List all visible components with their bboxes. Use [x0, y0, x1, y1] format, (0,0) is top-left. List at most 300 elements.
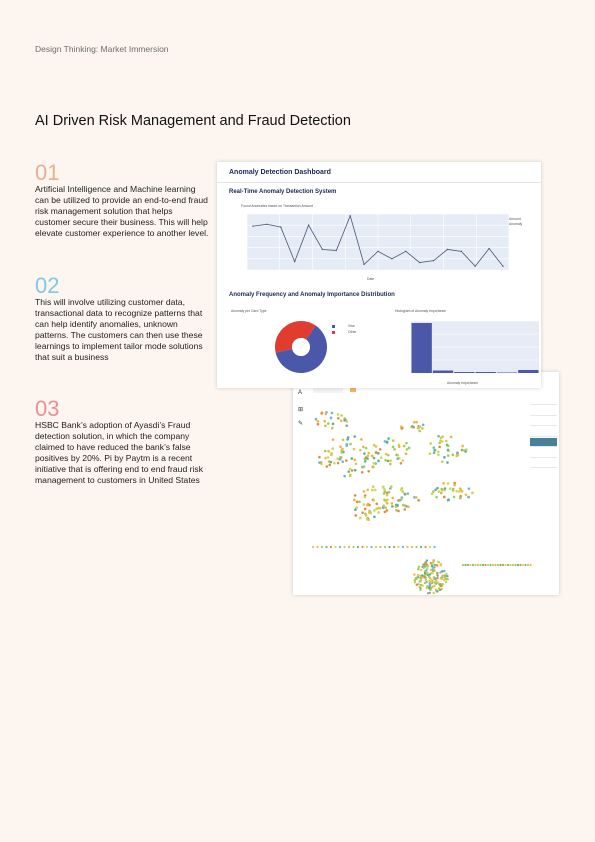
graph-node	[377, 507, 380, 510]
graph-node	[373, 462, 376, 465]
graph-node	[459, 497, 462, 500]
graph-node	[423, 567, 425, 569]
graph-node	[331, 427, 334, 430]
graph-node	[417, 568, 419, 570]
graph-node	[427, 592, 429, 594]
graph-node	[441, 576, 443, 578]
graph-node	[431, 572, 433, 574]
histogram-bar	[454, 372, 474, 373]
graph-node	[472, 564, 474, 566]
graph-node	[392, 446, 395, 449]
graph-node	[363, 452, 366, 455]
graph-node	[453, 496, 456, 499]
histogram-bar	[433, 371, 453, 374]
graph-node	[330, 546, 332, 548]
graph-node	[437, 450, 440, 453]
graph-node	[366, 489, 369, 492]
graph-node	[389, 463, 392, 466]
graph-node	[342, 438, 345, 441]
graph-node	[445, 440, 448, 443]
graph-node	[365, 447, 368, 450]
line-chart-title: Found Anomalies based on Transaction Amount	[241, 204, 314, 208]
graph-node	[411, 546, 413, 548]
graph-node	[324, 413, 327, 416]
section-text: Artificial Intelligence and Machine learning can be utilized to provide an end-to-end fraud risk management solution that helps customer secure their business. This will help elevate customer experience to another level.	[35, 184, 209, 239]
data-point	[447, 249, 448, 250]
histogram-xlabel: Anomaly Importance	[447, 381, 479, 385]
graph-node	[363, 490, 366, 493]
graph-node	[332, 438, 335, 441]
graph-node	[424, 546, 426, 548]
graph-node	[424, 582, 426, 584]
graph-node	[467, 496, 470, 499]
data-point	[433, 260, 434, 261]
graph-node	[434, 488, 437, 491]
histogram-bar	[518, 370, 538, 373]
graph-node	[435, 496, 438, 499]
graph-node	[373, 516, 376, 519]
histogram-bar	[412, 323, 432, 373]
graph-node	[407, 492, 410, 495]
graph-node	[447, 449, 450, 452]
graph-node	[468, 487, 471, 490]
graph-node	[420, 546, 422, 548]
graph-node	[396, 504, 399, 507]
graph-node	[337, 462, 340, 465]
graph-node	[340, 419, 343, 422]
graph-node	[439, 571, 441, 573]
graph-node	[386, 441, 389, 444]
data-point	[461, 251, 462, 252]
graph-node	[433, 559, 435, 561]
data-point	[488, 248, 489, 249]
graph-node	[327, 450, 330, 453]
graph-node	[417, 574, 419, 576]
legend-amount: Amount	[509, 217, 521, 221]
graph-node	[436, 564, 438, 566]
graph-node	[391, 505, 394, 508]
graph-node	[323, 420, 326, 423]
section-number: 01	[35, 160, 60, 185]
graph-node	[438, 587, 440, 589]
dashboard-section-title-2: Anomaly Frequency and Anomaly Importance Distribution	[229, 292, 395, 298]
graph-node	[446, 461, 449, 464]
data-point	[502, 266, 503, 267]
graph-node	[403, 508, 406, 511]
graph-node	[382, 485, 385, 488]
graph-node	[347, 436, 350, 439]
graph-node	[421, 427, 424, 430]
graph-node	[433, 592, 435, 594]
graph-node	[352, 546, 354, 548]
panel-row	[530, 428, 557, 437]
graph-node	[336, 457, 339, 460]
graph-node	[420, 579, 422, 581]
header-text: Design Thinking: Market Immersion	[35, 44, 169, 54]
graph-node	[479, 564, 481, 566]
graph-node	[364, 496, 367, 499]
section-text: This will involve utilizing customer data, transactional data to recognize patterns that can help identify anomalies, unknown patterns. The customers can then use these learnings to implement tailor mode solutions that suit a business	[35, 297, 203, 363]
graph-node	[497, 564, 499, 566]
graph-node	[420, 569, 422, 571]
graph-node	[372, 485, 375, 488]
graph-node	[339, 458, 342, 461]
graph-node	[467, 564, 469, 566]
graph-node	[361, 546, 363, 548]
graph-node	[441, 440, 444, 443]
graph-node	[489, 564, 491, 566]
graph-node	[422, 424, 425, 427]
graph-node	[354, 494, 357, 497]
graph-node	[449, 487, 452, 490]
graph-node	[353, 499, 356, 502]
graph-node	[366, 504, 369, 507]
graph-node	[413, 421, 416, 424]
panel-row	[530, 449, 557, 458]
graph-node	[393, 546, 395, 548]
graph-node	[395, 509, 398, 512]
graph-node	[359, 517, 362, 520]
graph-node	[363, 503, 366, 506]
graph-node	[389, 487, 392, 490]
graph-node	[494, 564, 496, 566]
graph-node	[333, 462, 336, 465]
graph-node	[345, 459, 348, 462]
graph-node	[415, 578, 417, 580]
graph-node	[427, 574, 429, 576]
graph-node	[393, 448, 396, 451]
graph-node	[464, 450, 467, 453]
graph-node	[425, 569, 427, 571]
graph-node	[349, 475, 352, 478]
graph-node	[317, 420, 320, 423]
graph-node	[343, 475, 346, 478]
graph-node	[440, 564, 442, 566]
graph-node	[340, 414, 343, 417]
graph-node	[325, 546, 327, 548]
graph-node	[341, 448, 344, 451]
graph-node	[327, 456, 330, 459]
graph-node	[380, 456, 383, 459]
graph-node	[372, 466, 375, 469]
graph-node	[348, 546, 350, 548]
graph-node	[433, 546, 435, 548]
legend-anomaly: Anomaly	[509, 222, 523, 226]
graph-node	[385, 453, 388, 456]
graph-node	[482, 564, 484, 566]
graph-node	[447, 445, 450, 448]
graph-node	[453, 484, 456, 487]
graph-node	[442, 482, 445, 485]
graph-node	[343, 546, 345, 548]
graph-node	[358, 500, 361, 503]
graph-node	[529, 564, 531, 566]
graph-node	[354, 469, 357, 472]
graph-node	[400, 462, 403, 465]
graph-node	[330, 417, 333, 420]
graph-node	[426, 571, 428, 573]
graph-node	[431, 585, 433, 587]
graph-node	[332, 423, 335, 426]
graph-node	[337, 417, 340, 420]
pie-legend-visa: Visa	[348, 324, 355, 328]
graph-node	[384, 546, 386, 548]
graph-node	[345, 443, 348, 446]
graph-node	[346, 420, 349, 423]
graph-node	[487, 564, 489, 566]
pen-tool-icon: ✎	[298, 421, 304, 427]
graph-node	[434, 577, 436, 579]
graph-node	[423, 576, 425, 578]
graph-node	[405, 442, 408, 445]
graph-node	[405, 453, 408, 456]
graph-node	[519, 564, 521, 566]
graph-node	[436, 572, 438, 574]
graph-node	[411, 425, 414, 428]
graph-node	[431, 562, 433, 564]
data-point	[377, 251, 378, 252]
graph-node	[517, 564, 519, 566]
graph-node	[324, 450, 327, 453]
graph-node	[349, 468, 352, 471]
graph-node	[403, 445, 406, 448]
graph-node	[456, 452, 459, 455]
graph-node	[417, 427, 420, 430]
line-chart-xlabel: Date	[367, 277, 375, 281]
graph-node	[397, 546, 399, 548]
dashboard-title: Anomaly Detection Dashboard	[229, 169, 331, 176]
graph-node	[359, 449, 362, 452]
graph-node	[429, 452, 432, 455]
graph-node	[349, 443, 352, 446]
graph-node	[386, 502, 389, 505]
graph-node	[383, 499, 386, 502]
graph-node	[386, 494, 389, 497]
graph-node	[332, 447, 335, 450]
panel-row-selected	[530, 438, 557, 447]
section-number: 03	[35, 396, 60, 421]
graph-node	[438, 490, 441, 493]
graph-node	[416, 584, 418, 586]
graph-node	[362, 446, 365, 449]
graph-node	[425, 579, 427, 581]
text-tool-icon: A	[298, 390, 303, 396]
graph-node	[392, 439, 395, 442]
graph-node	[406, 546, 408, 548]
data-point	[308, 225, 309, 226]
graph-node	[433, 581, 435, 583]
panel-row	[530, 396, 557, 405]
graph-node	[431, 568, 433, 570]
graph-node	[369, 512, 372, 515]
anomaly-dashboard-image	[217, 162, 541, 388]
graph-node	[334, 546, 336, 548]
line-chart	[229, 210, 509, 280]
graph-node	[375, 546, 377, 548]
graph-node	[451, 454, 454, 457]
graph-node	[464, 564, 466, 566]
graph-node	[447, 454, 450, 457]
graph-node	[450, 436, 453, 439]
graph-node	[438, 442, 441, 445]
graph-node	[435, 589, 437, 591]
legend-swatch	[332, 331, 335, 334]
graph-node	[415, 546, 417, 548]
graph-node	[366, 457, 369, 460]
graph-node	[324, 457, 327, 460]
graph-node	[418, 430, 421, 433]
graph-node	[391, 497, 394, 500]
graph-node	[426, 587, 428, 589]
graph-node	[421, 574, 423, 576]
graph-node	[419, 425, 422, 428]
data-point	[391, 258, 392, 259]
graph-node	[367, 454, 370, 457]
graph-node	[424, 571, 426, 573]
side-panel	[530, 396, 557, 470]
graph-node	[432, 446, 435, 449]
data-point	[322, 249, 323, 250]
graph-node	[316, 546, 318, 548]
graph-node	[384, 506, 387, 509]
graph-node	[445, 573, 447, 575]
graph-node	[361, 511, 364, 514]
pie-chart	[272, 318, 342, 378]
panel-row	[530, 407, 557, 416]
graph-node	[443, 579, 445, 581]
graph-node	[398, 445, 401, 448]
graph-node	[447, 578, 449, 580]
graph-node	[330, 461, 333, 464]
graph-node	[437, 560, 439, 562]
graph-node	[502, 564, 504, 566]
graph-node	[443, 570, 445, 572]
panel-row	[530, 459, 557, 468]
graph-node	[446, 575, 448, 577]
graph-node	[431, 493, 434, 496]
graph-node	[440, 491, 443, 494]
graph-node	[455, 455, 458, 458]
graph-node	[406, 448, 409, 451]
graph-node	[318, 456, 321, 459]
data-point	[280, 226, 281, 227]
graph-node	[400, 488, 403, 491]
graph-node	[465, 493, 468, 496]
graph-node	[346, 424, 349, 427]
graph-node	[387, 437, 390, 440]
graph-node	[401, 427, 404, 430]
graph-node	[384, 459, 387, 462]
graph-node	[351, 469, 354, 472]
graph-node	[440, 585, 442, 587]
graph-node	[428, 587, 430, 589]
graph-node	[512, 564, 514, 566]
graph-node	[373, 444, 376, 447]
graph-node	[384, 440, 387, 443]
graph-node	[341, 460, 344, 463]
grid-tool-icon: ⊞	[298, 407, 304, 413]
graph-node	[433, 449, 436, 452]
graph-node	[340, 451, 343, 454]
graph-node	[438, 446, 441, 449]
graph-node	[445, 581, 447, 583]
graph-node	[387, 454, 390, 457]
graph-node	[391, 502, 394, 505]
graph-node	[509, 564, 511, 566]
graph-node	[364, 460, 367, 463]
graph-node	[401, 490, 404, 493]
graph-node	[324, 425, 327, 428]
section-02	[35, 275, 210, 364]
graph-node	[414, 581, 416, 583]
graph-node	[499, 564, 501, 566]
graph-node	[383, 488, 386, 491]
data-point	[405, 251, 406, 252]
graph-node	[399, 499, 402, 502]
graph-node	[371, 489, 374, 492]
topology-graph	[293, 372, 559, 595]
graph-node	[339, 445, 342, 448]
graph-node	[484, 564, 486, 566]
network-graph-image	[293, 372, 559, 595]
graph-node	[477, 564, 479, 566]
graph-node	[331, 412, 334, 415]
graph-node	[367, 470, 370, 473]
graph-node	[441, 583, 443, 585]
graph-node	[388, 546, 390, 548]
graph-node	[312, 546, 314, 548]
graph-node	[354, 508, 357, 511]
graph-node	[522, 564, 524, 566]
graph-node	[420, 584, 422, 586]
graph-node	[462, 564, 464, 566]
graph-node	[350, 457, 353, 460]
graph-node	[415, 496, 418, 499]
graph-node	[514, 564, 516, 566]
graph-node	[347, 470, 350, 473]
graph-node	[443, 496, 446, 499]
graph-node	[441, 435, 444, 438]
graph-node	[461, 490, 464, 493]
graph-node	[386, 509, 389, 512]
graph-node	[370, 546, 372, 548]
data-point	[336, 250, 337, 251]
graph-node	[386, 499, 389, 502]
graph-node	[443, 456, 446, 459]
graph-node	[426, 565, 428, 567]
graph-node	[366, 546, 368, 548]
graph-node	[326, 465, 329, 468]
graph-node	[375, 503, 378, 506]
graph-node	[441, 488, 444, 491]
graph-node	[396, 457, 399, 460]
graph-node	[353, 435, 356, 438]
graph-node	[363, 465, 366, 468]
graph-node	[373, 509, 376, 512]
graph-node	[407, 505, 410, 508]
graph-node	[384, 490, 387, 493]
data-point	[363, 264, 364, 265]
graph-node	[371, 455, 374, 458]
graph-node	[504, 564, 506, 566]
graph-node	[337, 413, 340, 416]
graph-node	[471, 492, 474, 495]
graph-node	[377, 460, 380, 463]
graph-node	[443, 576, 445, 578]
donut-hole	[292, 338, 310, 356]
graph-node	[317, 423, 320, 426]
graph-node	[413, 573, 415, 575]
